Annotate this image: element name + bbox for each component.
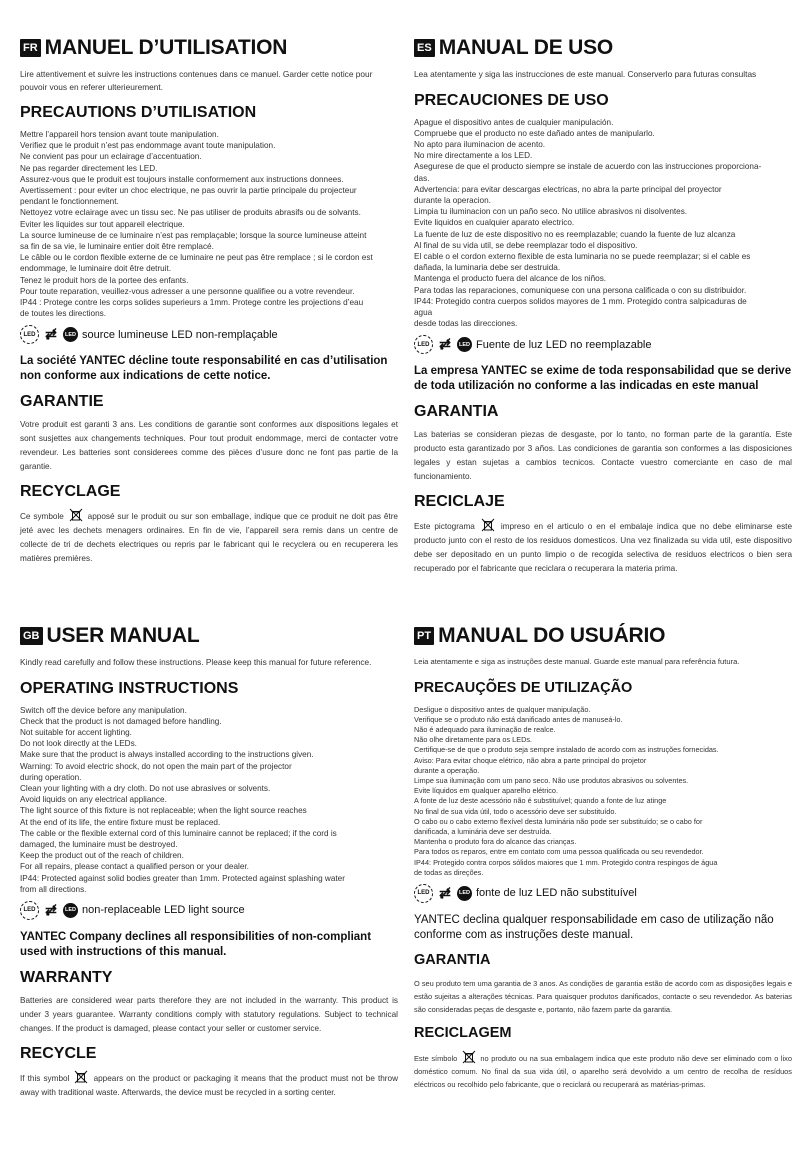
precaution-line: At the end of its life, the entire fixture must be replaced. [20,817,221,827]
precaution-line: Desligue o dispositivo antes de qualquer manipulação. [414,704,591,714]
precaution-line: The light source of this fixture is not replaceable; when the light source reaches [20,806,307,816]
lang-badge: GB [20,627,43,645]
led-icon-row [20,325,398,344]
intro-text: Leia atentamente e siga as instruções deste manual. Guarde este manual para referência futura. [414,657,740,666]
precaution-line: pendant le fonctionnement. [20,197,119,207]
precaution-line: dañada, la luminaria debe ser destruida. [414,263,561,273]
precaution-line: Não é adequado para iluminação de realce. [414,724,556,734]
precaution-line: Avoid liquids on any electrical appliance. [20,795,167,805]
manual-title: MANUAL DO USUÁRIO [438,624,666,647]
precaution-line: IP44 : Protege contre les corps solides superieurs a 1mm. Protege contre les projections d’eau [20,298,364,308]
precaution-line: La fuente de luz de este dispositivo no es reemplazable; cuando la fuente de luz alcanza [414,229,736,239]
precaution-line: Avertissement : pour eviter un choc electrique, ne pas ouvrir la partie principale du projecteur [20,186,357,196]
recycle-text [414,1050,792,1091]
precaution-line: Mettre l’appareil hors tension avant toute manipulation. [20,130,219,139]
precaution-line: endommage, le luminaire doit être detruit. [20,264,172,274]
precautions-title: PRECAUCIONES DE USO [414,91,609,109]
precaution-line: Verifiez que le produit n’est pas endommage avant toute manipulation. [20,141,276,151]
crossed-bin-icon [69,508,83,522]
led-bulb-icon: LED [414,335,433,354]
led-icon-row [20,901,398,920]
header-es [414,36,792,60]
recycle-text-post: no produto ou na sua embalagem indica que este produto não deve ser eliminado com o lixo doméstico comum. No final da sua vida útil, o aparelho será devolvido a um centro de recolha de resíduos eléctricos ou recolhido pelo fabricante, que o reciclará ou recuperará as matérias-primas. [414,1053,792,1089]
led-icon-label: non-replaceable LED light source [82,904,245,917]
recycle-text [414,518,792,576]
precaution-line: The cable or the flexible external cord of this luminaire cannot be replaced; if the cord is [20,828,337,838]
warranty-title: WARRANTY [20,968,113,986]
precaution-line: Apague el dispositivo antes de cualquier manipulación. [414,117,614,127]
recycle-text-post: apposé sur le produit ou sur son emballage, indique que ce produit ne doit pas être jeté avec les dechets menagers ordinaires. En fin de vie, l’appareil sera remis dans un centre de collecte de tri de dechets electriques ou repris par le fabricant qui le recyclera ou en recuperera les matières premières. [20,512,398,564]
no-replace-icon: ⇄̸ [439,884,451,901]
precaution-line: A fonte de luz deste acessório não é substituível; quando a fonte de luz atinge [414,796,667,806]
precaution-line: No final de sua vida útil, todo o acessório deve ser substituído. [414,806,617,816]
precaution-line: Certifique-se de que o produto seja sempre instalado de acordo com as instruções fornecidas. [414,745,719,755]
manual-title: MANUAL DE USO [438,36,614,59]
precaution-line: IP44: Protected against solid bodies greater than 1mm. Protected against splashing water [20,873,345,883]
precaution-line: Do not look directly at the LEDs. [20,739,137,749]
precaution-line: Evite liquidos en cualquier aparato electrico. [414,218,575,228]
intro-text: Lea atentamente y siga las instrucciones de este manual. Conserverlo para futuras consultas [414,69,757,79]
header-pt [414,624,792,648]
manual-title: USER MANUAL [46,624,200,647]
led-icon-row [414,884,792,903]
precautions-list [414,705,792,878]
precautions-list [20,705,398,895]
lang-badge: ES [414,39,435,57]
precaution-line: La source lumineuse de ce luminaire n’est pas remplaçable; lorsque la source lumineuse atteint [20,230,367,240]
section-pt [414,624,792,1091]
precaution-line: Para todos os reparos, entre em contato com uma pessoa qualificada ou seu revendedor. [414,847,704,857]
precaution-line: Make sure that the product is always installed according to the instructions given. [20,750,314,760]
no-replace-icon: ⇄̸ [45,901,57,918]
precaution-line: Limpe sua iluminação com um pano seco. Não use produtos abrasivos ou solventes. [414,775,689,785]
warranty-title: GARANTIA [414,403,499,421]
precaution-line: durante a operação. [414,765,480,775]
precaution-line: Mantenha o produto fora do alcance das crianças. [414,837,577,847]
led-icon-row [414,335,792,354]
led-icon-label: source lumineuse LED non-remplaçable [82,328,278,341]
recycle-text [20,508,398,566]
precaution-line: El cable o el cordon externo flexible de esta luminaria no se puede reemplazar; si el cable es [414,251,751,261]
precaution-line: Keep the product out of the reach of children. [20,851,184,861]
precaution-line: Asegurese de que el producto siempre se instale de acuerdo con las instrucciones proporciona- [414,162,762,172]
disclaimer: La empresa YANTEC se exime de toda responsabilidad que se derive de toda utilización no conforme a las indicadas en este manual [414,365,792,393]
lang-badge: PT [414,627,434,645]
precaution-line: Warning: To avoid electric shock, do not open the main part of the projector [20,761,292,771]
precaution-line: Ne pas regarder directement les LED. [20,163,158,173]
precaution-line: Mantenga el producto fuera del alcance de los niños. [414,274,607,284]
precaution-line: Nettoyez votre eclairage avec un tissu sec. Ne pas utiliser de produits abrasifs ou de solvants. [20,208,361,218]
warranty-text: Batteries are considered wear parts therefore they are not included in the warranty. This product is under 3 years guarantee. Warranty conditions comply with statutory regulations. Subject to technical changes. If the product is damaged, please contact your seller or customer service. [20,995,398,1033]
precaution-line: danificada, a luminária deve ser destruída. [414,826,552,836]
precautions-list [414,117,792,330]
led-icon-label: fonte de luz LED não substituível [476,887,637,900]
led-badge-icon: LED [457,886,472,901]
precautions-list [20,129,398,319]
precaution-line: Check that the product is not damaged before handling. [20,716,222,726]
precautions-title: PRECAUTIONS D’UTILISATION [20,104,257,121]
precaution-line: Clean your lighting with a dry cloth. Do not use abrasives or solvents. [20,783,271,793]
precaution-line: Assurez-vous que le produit est toujours installe conformement aux instructions donnees. [20,174,344,184]
precaution-line: de todas as direções. [414,867,484,877]
recycle-text-post: impreso en el articulo o en el embalaje indica que no debe eliminarse este producto junto con el resto de los residuos domesticos. Una vez finalizada su vida util, este dispositivo debe ser depositado en un punto limpio o de recogida selectiva de residuos electricos o bien sera recuperado por el fabricante que reciclara o recuperara la materia prima. [414,522,792,574]
crossed-bin-icon [481,518,495,532]
precaution-line: Limpia tu iluminacion con un paño seco. No utilice abrasivos ni disolventes. [414,207,688,217]
precautions-title: PRECAUÇÕES DE UTILIZAÇÃO [414,679,633,696]
precaution-line: desde todas las direcciones. [414,319,518,329]
precaution-line: durante la operacion. [414,195,491,205]
precaution-line: Pour toute reparation, veuillez-vous adresser a une personne qualifiee ou a votre revendeur. [20,286,355,296]
disclaimer: La société YANTEC décline toute responsabilité en cas d’utilisation non conforme aux indications de cette notice. [20,355,388,383]
precaution-line: Compruebe que el producto no este dañado antes de manipularlo. [414,128,655,138]
precaution-line: agua [414,307,433,317]
recycle-title: RECICLAGEM [414,1024,512,1041]
manual-title: MANUEL D’UTILISATION [44,36,288,59]
precaution-line: Tenez le produit hors de la portee des enfants. [20,275,189,285]
precaution-line: Switch off the device before any manipulation. [20,705,187,715]
section-fr [20,36,398,566]
precaution-line: Evite líquidos em qualquer aparelho elétrico. [414,786,558,796]
precaution-line: Aviso: Para evitar choque elétrico, não abra a parte principal do projetor [414,755,647,765]
precaution-line: Não olhe diretamente para os LEDs. [414,735,533,745]
precaution-line: No apto para iluminacion de acento. [414,139,546,149]
recycle-text [20,1070,398,1100]
header-fr [20,36,398,60]
recycle-title: RECICLAJE [414,493,505,511]
led-badge-icon: LED [457,337,472,352]
precaution-line: Ne convient pas pour un eclairage d’accentuation. [20,152,202,162]
crossed-bin-icon [462,1050,476,1064]
recycle-text-pre: Ce symbole [20,512,64,522]
led-bulb-icon: LED [20,901,39,920]
precaution-line: during operation. [20,772,82,782]
warranty-text: Votre produit est garanti 3 ans. Les conditions de garantie sont conformes aux dispositions legales et sont susjettes aux changements techniques. Pour tout produit endommage, merci de contacter votre revendeur. Les batteries sont considerees comme des pièces d’usure donc ne font pas partie de la garantie. [20,420,398,472]
recycle-text-pre: If this symbol [20,1073,70,1083]
precaution-line: Not suitable for accent lighting. [20,727,132,737]
precaution-line: from all directions. [20,884,87,894]
header-gb [20,624,398,648]
intro-text: Kindly read carefully and follow these instructions. Please keep this manual for future reference. [20,657,372,667]
precaution-line: For all repairs, please contact a qualified person or your dealer. [20,862,249,872]
precaution-line: Le câble ou le cordon flexible externe de ce luminaire ne peut pas être remplace ; si le cordon est [20,253,373,263]
precaution-line: Advertencia: para evitar descargas electricas, no abra la parte principal del proyector [414,184,722,194]
precaution-line: Verifique se o produto não está danificado antes de manuseá-lo. [414,714,623,724]
precaution-line: de toutes les directions. [20,309,107,319]
precaution-line: IP44: Protegido contra cuerpos solidos mayores de 1 mm. Protegido contra salpicaduras de [414,296,747,306]
recycle-text-post: appears on the product or packaging it means that the product must not be throw away with traditional waste. Afterwards, the device must be recycled in a sorting center. [20,1073,398,1097]
crossed-bin-icon [74,1070,88,1084]
no-replace-icon: ⇄̸ [45,326,57,343]
section-gb [20,624,398,1100]
no-replace-icon: ⇄̸ [439,336,451,353]
recycle-title: RECYCLAGE [20,483,121,501]
precaution-line: Al final de su vida util, se debe reemplazar todo el dispositivo. [414,240,638,250]
disclaimer: YANTEC declina qualquer responsabilidade em caso de utilização não conforme com as instruções deste manual. [414,913,774,941]
led-bulb-icon: LED [414,884,433,903]
warranty-text: Las baterias se consideran piezas de desgaste, por lo tanto, no forman parte de la garantía. Este producto esta garantizado por 3 años. Las condiciones de garantia son conformes a las disposiciones legales y estan sujetas a cambios tecnicos. Contacte vuestro comerciante en caso de mal funcionamiento. [414,430,792,482]
led-bulb-icon: LED [20,325,39,344]
disclaimer: YANTEC Company declines all responsibilities of non-compliant used with instructions of this manual. [20,930,372,958]
section-es [414,36,792,576]
led-badge-icon: LED [63,327,78,342]
warranty-title: GARANTIE [20,393,104,411]
led-badge-icon: LED [63,903,78,918]
recycle-title: RECYCLE [20,1044,97,1062]
intro-text: Lire attentivement et suivre les instructions contenues dans ce manuel. Garder cette notice pour pouvoir vous en referer ulterieurement. [20,69,373,92]
precautions-title: OPERATING INSTRUCTIONS [20,679,239,697]
precaution-line: damaged, the luminaire must be destroyed. [20,839,178,849]
precaution-line: IP44: Protegido contra corpos sólidos maiores que 1 mm. Protegido contra respingos de água [414,857,718,867]
precaution-line: No mire directamente a los LED. [414,151,533,161]
warranty-text: O seu produto tem uma garantia de 3 anos. As condições de garantia estão de acordo com as disposições legais e estão sujeitas a alterações técnicas. Para quaisquer produtos danificados, contacte o seu revendedor. As baterias são consideradas peças de desgaste e, portanto, não fazem parte da garantia. [414,978,792,1014]
recycle-text-pre: Este pictograma [414,522,475,532]
lang-badge: FR [20,39,41,57]
precaution-line: sa fin de sa vie, le luminaire entier doit être remplacé. [20,242,214,252]
precaution-line: O cabo ou o cabo externo flexível desta luminária não pode ser substituído; se o cabo for [414,816,703,826]
precaution-line: das. [414,173,430,183]
recycle-text-pre: Este símbolo [414,1053,458,1063]
warranty-title: GARANTIA [414,951,491,968]
led-icon-label: Fuente de luz LED no reemplazable [476,338,652,351]
precaution-line: Eviter les liquides sur tout appareil electrique. [20,219,185,229]
precaution-line: Para todas las reparaciones, comuniquese con una persona calificada o con su distribuidor. [414,285,747,295]
